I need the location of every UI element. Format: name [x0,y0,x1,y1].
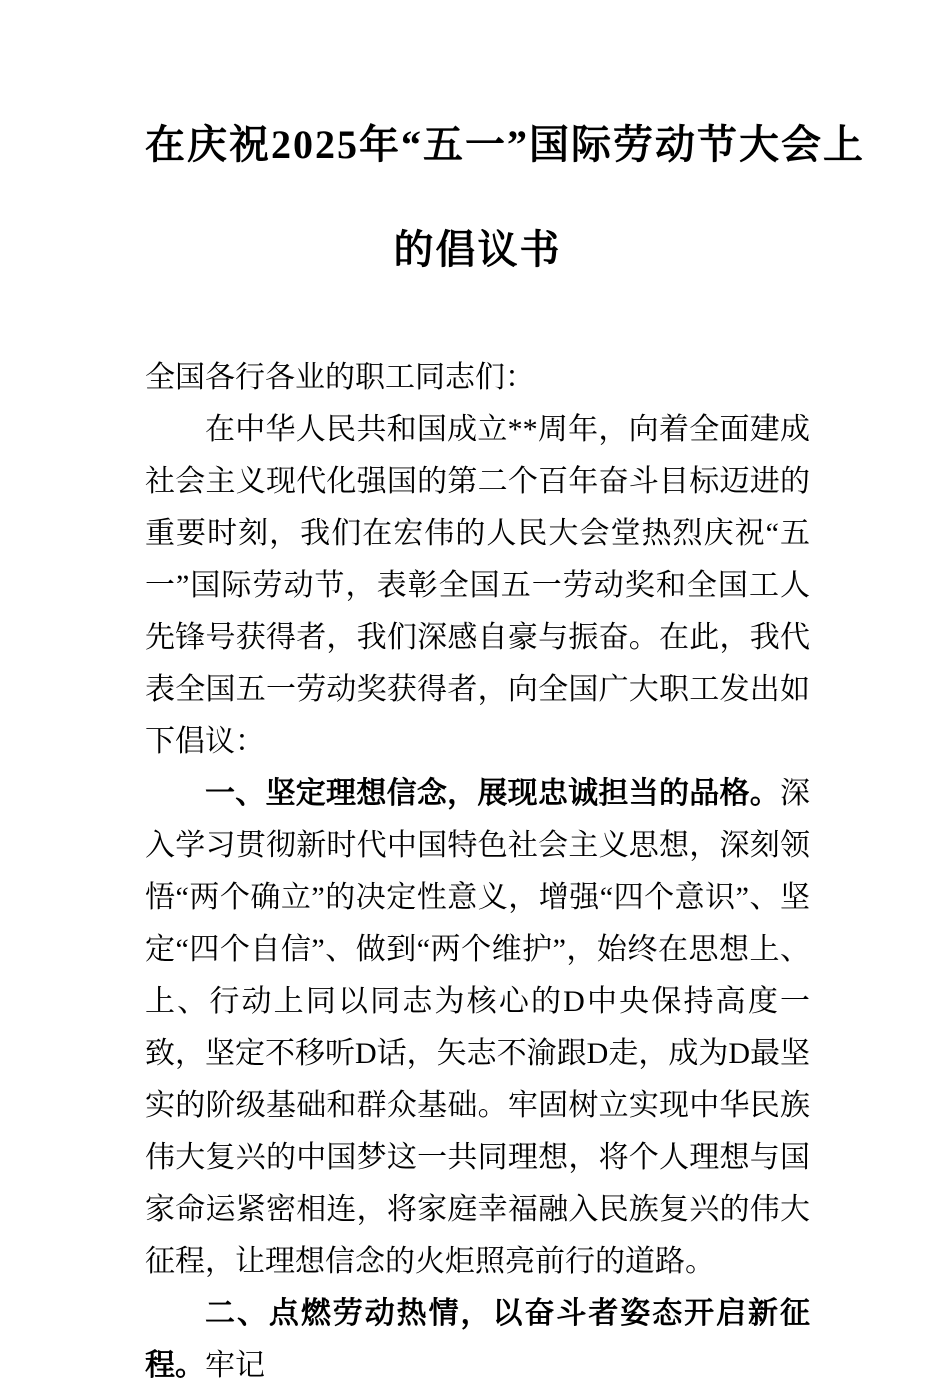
section-2-heading: 二、点燃劳动热情，以奋斗者姿态开启新征程。 [145,1297,810,1382]
section-1-heading: 一、坚定理想信念，展现忠诚担当的品格。 [205,777,780,810]
section-2-body-text: 牢记 [205,1349,265,1382]
paragraph-intro [145,404,810,768]
paragraph-intro-text: 在中华人民共和国成立**周年，向着全面建成社会主义现代化强国的第二个百年奋斗目标迈进的重要时刻，我们在宏伟的人民大会堂热烈庆祝“五一”国际劳动节，表彰全国五一劳动奖和全国工人先锋号获得者，我们深感自豪与振奋。在此，我代表全国五一劳动奖获得者，向全国广大职工发出如下倡议： [145,413,810,758]
paragraph-section-2 [145,1288,810,1392]
paragraph-section-1 [145,768,810,1288]
title-line-2: 的倡议书 [393,227,562,272]
section-1-body-text: 深入学习贯彻新时代中国特色社会主义思想，深刻领悟“两个确立”的决定性意义，增强“四个意识”、坚定“四个自信”、做到“两个维护”，始终在思想上、上、行动上同以同志为核心的D中央保持高度一致，坚定不移听D话，矢志不渝跟D走，成为D最坚实的阶级基础和群众基础。牢固树立实现中华民族伟大复兴的中国梦这一共同理想，将个人理想与国家命运紧密相连，将家庭幸福融入民族复兴的伟大征程，让理想信念的火炬照亮前行的道路。 [145,777,810,1278]
document-title [145,92,865,302]
title-line-1: 在庆祝2025年“五一”国际劳动节大会上 [145,122,865,167]
salutation: 全国各行各业的职工同志们： [145,361,535,394]
